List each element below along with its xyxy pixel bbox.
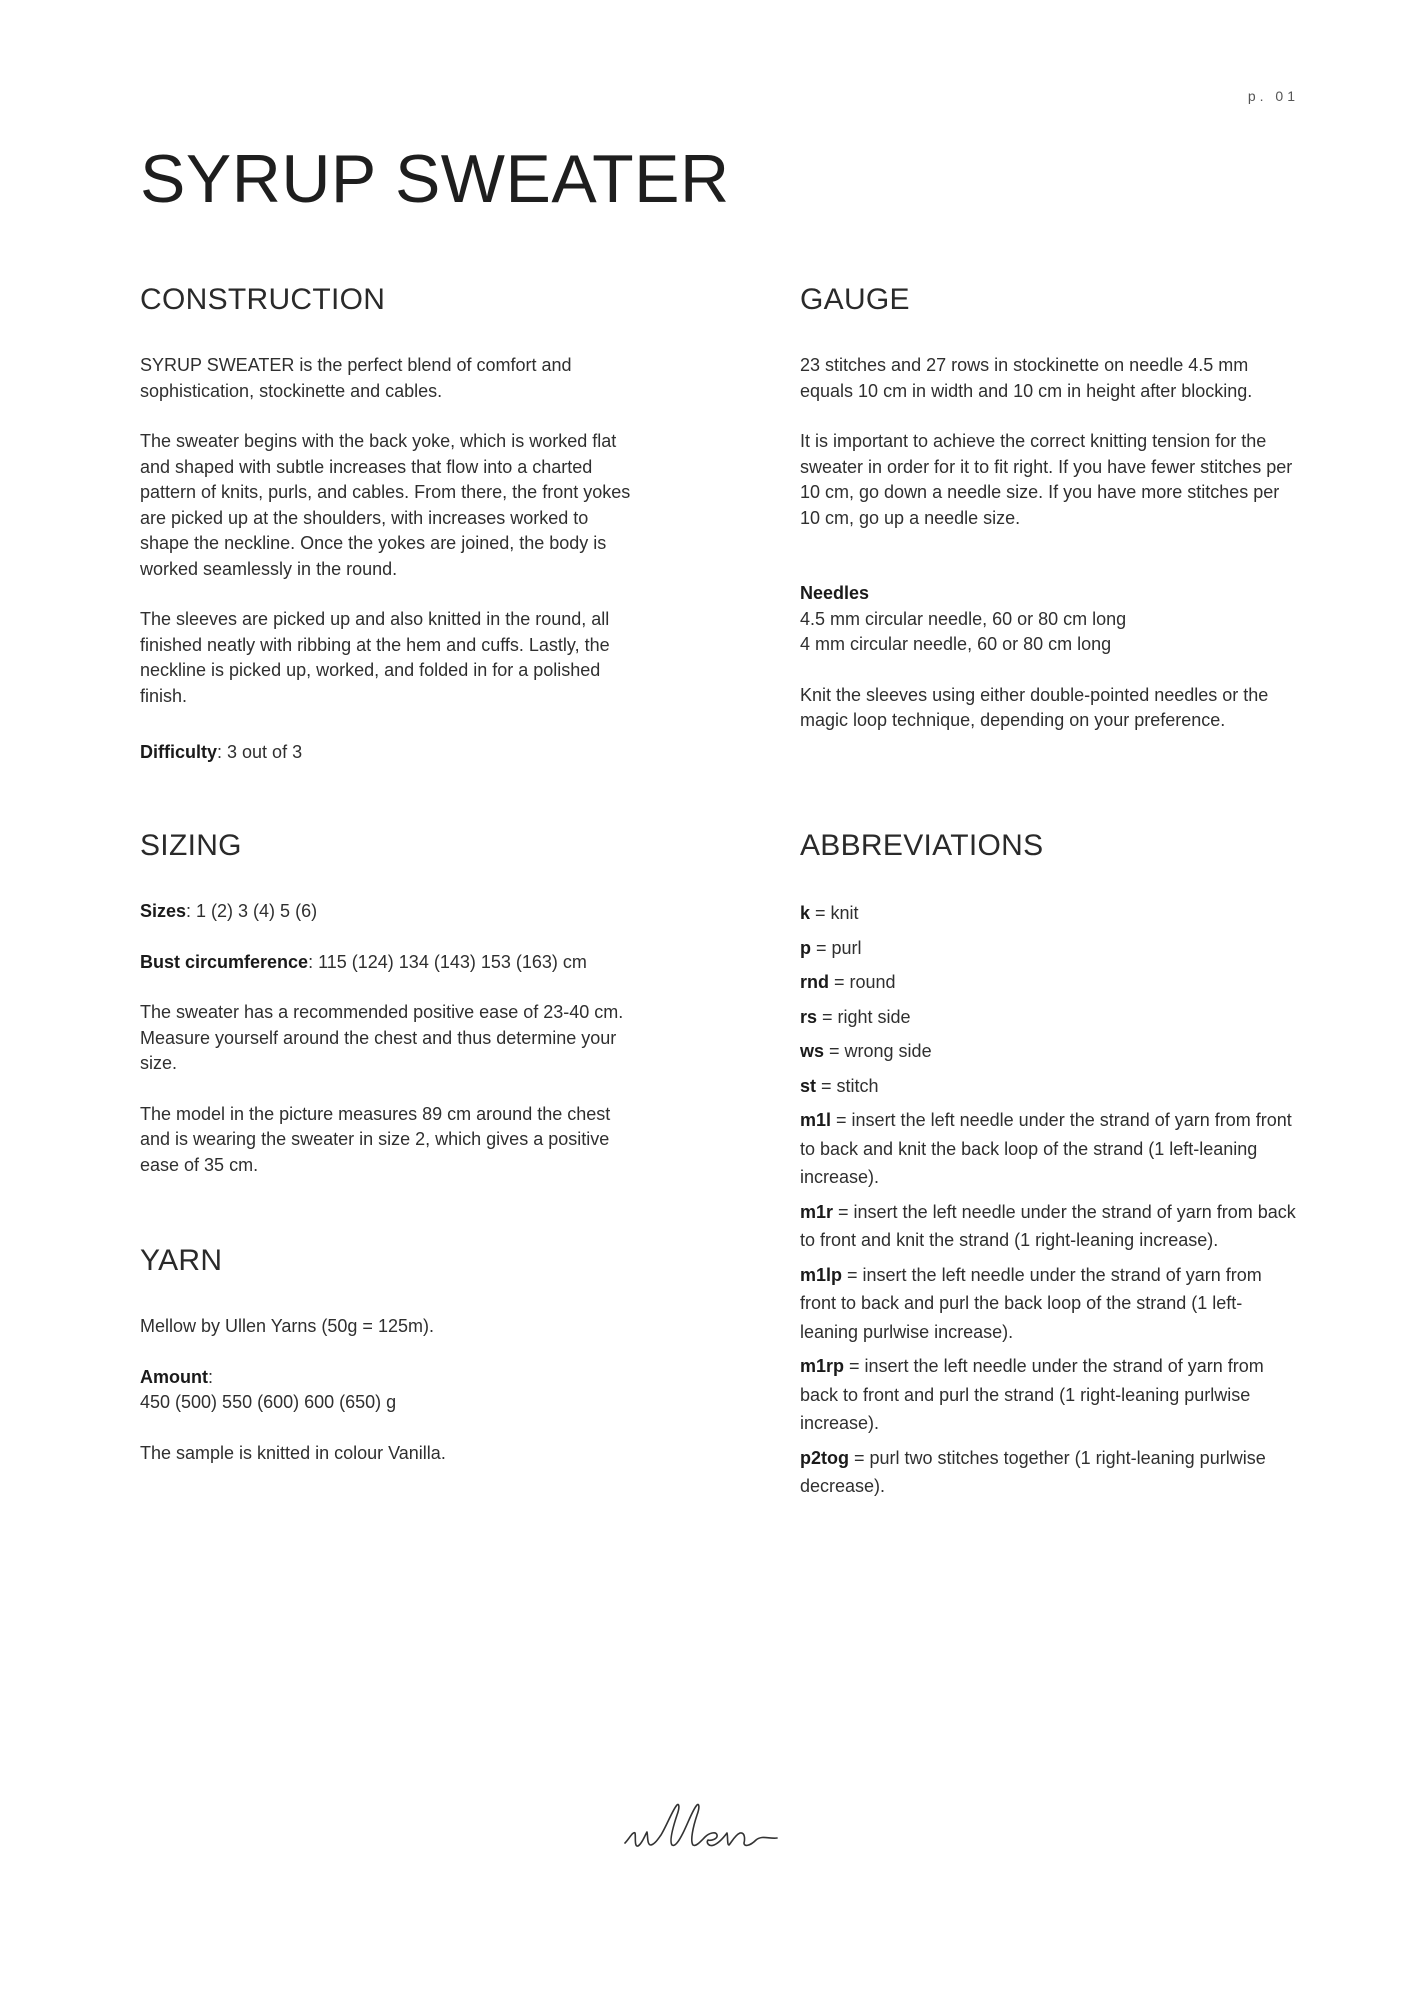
construction-yoke: The sweater begins with the back yoke, which is worked flat and shaped with subtle increases that flow into a charted pattern of knits, purls, and cables. From there, the front yokes are picked up at the shoulders, with increases worked to shape the neckline. Once the yokes are joined, the body is worked seamlessly in the round. bbox=[140, 431, 631, 579]
abbreviation-term: rs bbox=[800, 1006, 818, 1027]
abbreviation-def: = insert the left needle under the strand of yarn from front to back and knit the back loop of the strand (1 left-leaning increase). bbox=[800, 1110, 1292, 1187]
amount-colon: : bbox=[207, 1366, 213, 1387]
gauge-heading: GAUGE bbox=[800, 283, 910, 316]
abbreviation-item bbox=[800, 1072, 1300, 1101]
needles bbox=[800, 581, 1300, 658]
abbreviation-term: m1r bbox=[800, 1201, 834, 1222]
abbreviation-item bbox=[800, 899, 1300, 928]
abbreviation-item bbox=[800, 1003, 1300, 1032]
abbreviation-def: = knit bbox=[810, 903, 859, 923]
abbreviation-def: = insert the left needle under the strand of yarn from back to front and purl the strand (1 right-leaning purlwise increase). bbox=[800, 1356, 1264, 1433]
yarn-section bbox=[140, 1244, 640, 1466]
abbreviation-item bbox=[800, 1106, 1300, 1192]
abbreviation-term: p bbox=[800, 937, 811, 958]
gauge-section bbox=[800, 283, 1300, 734]
abbreviation-def: = stitch bbox=[816, 1075, 879, 1096]
abbreviation-term: st bbox=[800, 1075, 817, 1096]
yarn-heading: YARN bbox=[140, 1244, 223, 1277]
abbreviation-def: = purl bbox=[811, 937, 862, 958]
difficulty bbox=[140, 740, 640, 766]
tension-paragraph: It is important to achieve the correct knitting tension for the sweater in order for it to fit right. If you have fewer stitches per 10 cm, go down a needle size. If you have more stitches per 10 cm, go up a needle size. bbox=[800, 431, 1293, 528]
abbreviation-def: = round bbox=[829, 972, 896, 992]
sizing-section bbox=[140, 829, 640, 1178]
amount bbox=[140, 1365, 640, 1416]
sizes-label: Sizes bbox=[140, 901, 187, 921]
abbreviation-item bbox=[800, 934, 1300, 963]
abbreviation-term: k bbox=[800, 903, 811, 923]
needle-1: 4.5 mm circular needle, 60 or 80 cm long bbox=[800, 608, 1127, 629]
sizes-value: : 1 (2) 3 (4) 5 (6) bbox=[186, 901, 318, 921]
amount-value: 450 (500) 550 (600) 600 (650) g bbox=[140, 1392, 397, 1412]
abbreviation-term: p2tog bbox=[800, 1447, 849, 1468]
abbreviation-def: = insert the left needle under the strand of yarn from back to front and knit the strand (1 right-leaning increase). bbox=[800, 1201, 1296, 1250]
sample-colour: The sample is knitted in colour Vanilla. bbox=[140, 1442, 446, 1463]
bust-value: : 115 (124) 134 (143) 153 (163) cm bbox=[308, 951, 587, 972]
difficulty-label: Difficulty bbox=[140, 742, 218, 762]
ullen-logo bbox=[617, 1795, 797, 1865]
abbreviation-term: ws bbox=[800, 1041, 825, 1061]
abbreviation-term: m1rp bbox=[800, 1356, 845, 1376]
yarn-name: Mellow by Ullen Yarns (50g = 125m). bbox=[140, 1316, 434, 1336]
abbreviation-item bbox=[800, 1352, 1300, 1438]
bust-label: Bust circumference bbox=[140, 951, 309, 972]
sleeves-needles-paragraph: Knit the sleeves using either double-pointed needles or the magic loop technique, depending on your preference. bbox=[800, 684, 1269, 730]
model-paragraph: The model in the picture measures 89 cm around the chest and is wearing the sweater in size 2, which gives a positive ease of 35 cm. bbox=[140, 1103, 611, 1175]
abbreviation-item bbox=[800, 1261, 1300, 1347]
abbreviation-term: m1lp bbox=[800, 1264, 843, 1285]
sizing-heading: SIZING bbox=[140, 829, 242, 862]
difficulty-value: : 3 out of 3 bbox=[217, 742, 303, 762]
sizes bbox=[140, 899, 640, 925]
abbreviation-term: rnd bbox=[800, 972, 829, 992]
page-number: p. 01 bbox=[1247, 88, 1299, 104]
abbreviation-def: = insert the left needle under the strand of yarn from front to back and purl the back loop of the strand (1 left-leaning purlwise increase). bbox=[800, 1264, 1262, 1342]
construction-sleeves: The sleeves are picked up and also knitted in the round, all finished neatly with ribbing at the hem and cuffs. Lastly, the neckline is picked up, worked, and folded in for a polished finish. bbox=[140, 609, 610, 706]
amount-label: Amount bbox=[140, 1366, 208, 1387]
abbreviation-def: = right side bbox=[817, 1006, 911, 1027]
abbreviation-item bbox=[800, 968, 1300, 997]
bust-circumference bbox=[140, 950, 640, 976]
abbreviation-item bbox=[800, 1444, 1300, 1501]
abbreviation-def: = wrong side bbox=[824, 1041, 932, 1061]
construction-section bbox=[140, 283, 640, 766]
ullen-logo-icon bbox=[617, 1795, 797, 1865]
abbreviations-section bbox=[800, 829, 1300, 1507]
construction-intro: SYRUP SWEATER is the perfect blend of comfort and sophistication, stockinette and cables. bbox=[140, 355, 572, 401]
abbreviation-term: m1l bbox=[800, 1110, 832, 1130]
gauge-paragraph: 23 stitches and 27 rows in stockinette on needle 4.5 mm equals 10 cm in width and 10 cm in height after blocking. bbox=[800, 355, 1253, 401]
page-title: SYRUP SWEATER bbox=[140, 141, 730, 217]
abbreviation-item bbox=[800, 1037, 1300, 1066]
construction-heading: CONSTRUCTION bbox=[140, 283, 386, 316]
ease-paragraph: The sweater has a recommended positive ease of 23-40 cm. Measure yourself around the chest and thus determine your size. bbox=[140, 1002, 624, 1073]
needle-2: 4 mm circular needle, 60 or 80 cm long bbox=[800, 634, 1112, 654]
abbreviation-item bbox=[800, 1198, 1300, 1255]
needles-label: Needles bbox=[800, 583, 870, 603]
abbreviations-heading: ABBREVIATIONS bbox=[800, 829, 1044, 862]
abbreviation-def: = purl two stitches together (1 right-leaning purlwise decrease). bbox=[800, 1447, 1266, 1496]
